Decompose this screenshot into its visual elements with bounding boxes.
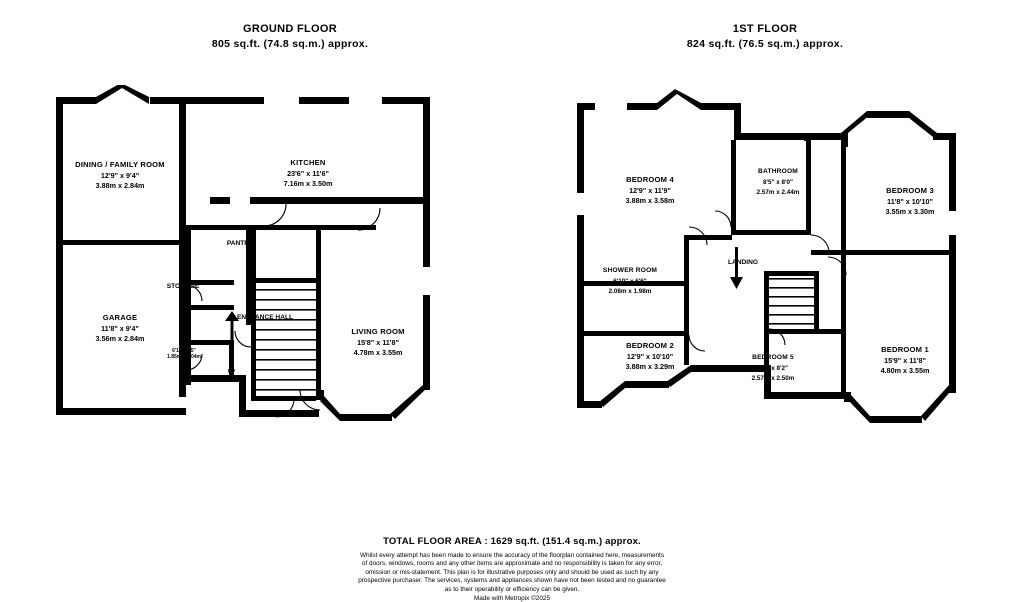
room-name: BEDROOM 4 — [626, 175, 674, 184]
room-name: GARAGE — [102, 313, 138, 322]
room-dim-metric: 4.80m x 3.55m — [880, 366, 930, 375]
disclaimer-line-3: omission or mis-statement. This plan is for illustrative purposes only and should be used as such by any — [365, 568, 659, 576]
room-name: BEDROOM 5 — [752, 354, 794, 361]
ground-floor-drawing — [50, 85, 520, 455]
label-stairs-up: UP — [228, 369, 235, 375]
room-dim-metric: 4.78m x 3.55m — [353, 348, 403, 357]
disclaimer-line-1: Whilst every attempt has been made to ensure the accuracy of the floorplan contained here, measurements — [359, 552, 665, 559]
room-dim-imperial: 12'9" x 10'10" — [626, 351, 674, 361]
room-dim-imperial: 6'10" x 6'6" — [613, 277, 647, 285]
room-dim-metric: 3.55m x 3.30m — [885, 207, 935, 216]
room-name: SHOWER ROOM — [602, 267, 658, 274]
room-dim-imperial: 6'1" x 3'5" — [172, 347, 196, 354]
room-bathroom — [723, 167, 833, 199]
room-dim-imperial: 11'8" x 10'10" — [887, 196, 933, 206]
room-dim-metric: 3.88m x 3.58m — [625, 196, 675, 205]
ground-floor-title-text: GROUND FLOOR — [242, 23, 338, 35]
room-dim-imperial: 12'9" x 11'9" — [629, 185, 671, 195]
disclaimer-line-2: of doors, windows, rooms and any other items are approximate and no responsibility is taken for any error, — [361, 560, 663, 568]
room-dim-metric: 2.08m x 1.98m — [608, 288, 652, 295]
room-shower — [575, 266, 685, 298]
first-floor-title-text: 1ST FLOOR — [732, 23, 798, 35]
ground-floor-area: 805 sq.ft. (74.8 sq.m.) approx. — [211, 38, 369, 50]
room-name: BEDROOM 1 — [881, 345, 929, 354]
room-bedroom-3 — [850, 186, 970, 218]
disclaimer — [0, 552, 1024, 594]
room-name: BATHROOM — [758, 168, 798, 175]
room-name: WC — [179, 341, 189, 347]
room-bedroom-5 — [718, 353, 828, 385]
room-dim-imperial: 15'8" x 11'8" — [357, 337, 399, 347]
total-floor-area: TOTAL FLOOR AREA : 1629 sq.ft. (151.4 sq.m.) approx. — [383, 536, 641, 547]
label-landing: LANDING — [727, 259, 759, 266]
room-kitchen — [248, 158, 368, 190]
room-garage — [60, 313, 180, 345]
room-wc — [155, 341, 213, 361]
room-dining-family — [45, 160, 195, 192]
room-name: LIVING ROOM — [351, 327, 405, 336]
room-dim-metric: 7.16m x 3.50m — [283, 179, 333, 188]
room-dim-imperial: 15'9" x 11'8" — [884, 355, 926, 365]
label-entrance-hall: ENTRANCE HALL — [236, 314, 294, 321]
disclaimer-line-5: as to their operability or efficiency can be given. — [444, 585, 580, 593]
room-dim-metric: 3.88m x 3.29m — [625, 362, 675, 371]
disclaimer-line-4: prospective purchaser. The services, systems and appliances shown have not been tested and no guarantee — [358, 577, 666, 585]
ground-floor-plan — [50, 85, 520, 455]
room-dim-metric: 2.57m x 2.44m — [756, 189, 800, 196]
label-storage: STORAGE — [166, 283, 200, 290]
room-bedroom-2 — [590, 341, 710, 373]
room-dim-metric: 3.88m x 2.84m — [95, 181, 145, 190]
room-name: KITCHEN — [290, 158, 326, 167]
room-dim-imperial: 11'8" x 9'4" — [101, 323, 139, 333]
label-pantry: PANTRY — [226, 240, 254, 247]
footer — [0, 536, 1024, 602]
ground-floor-title — [60, 22, 520, 52]
room-name: BEDROOM 2 — [626, 341, 674, 350]
room-dim-imperial: 8'5" x 8'2" — [758, 364, 788, 372]
room-bedroom-4 — [590, 175, 710, 207]
first-floor-title — [545, 22, 985, 52]
made-with-credit: Made with Metropix ©2025 — [473, 595, 551, 602]
room-living — [318, 327, 438, 359]
first-floor-area: 824 sq.ft. (76.5 sq.m.) approx. — [686, 38, 844, 50]
room-dim-imperial: 12'9" x 9'4" — [100, 170, 140, 180]
room-dim-metric: 3.56m x 2.84m — [95, 334, 145, 343]
room-dim-metric: 1.85m x 1.04m — [167, 354, 201, 361]
room-bedroom-1 — [845, 345, 965, 377]
room-name: DINING / FAMILY ROOM — [75, 160, 165, 169]
room-dim-imperial: 8'5" x 8'0" — [763, 178, 793, 186]
room-name: BEDROOM 3 — [886, 186, 934, 195]
room-dim-imperial: 23'6" x 11'6" — [287, 168, 329, 178]
room-dim-metric: 2.57m x 2.50m — [751, 375, 795, 382]
